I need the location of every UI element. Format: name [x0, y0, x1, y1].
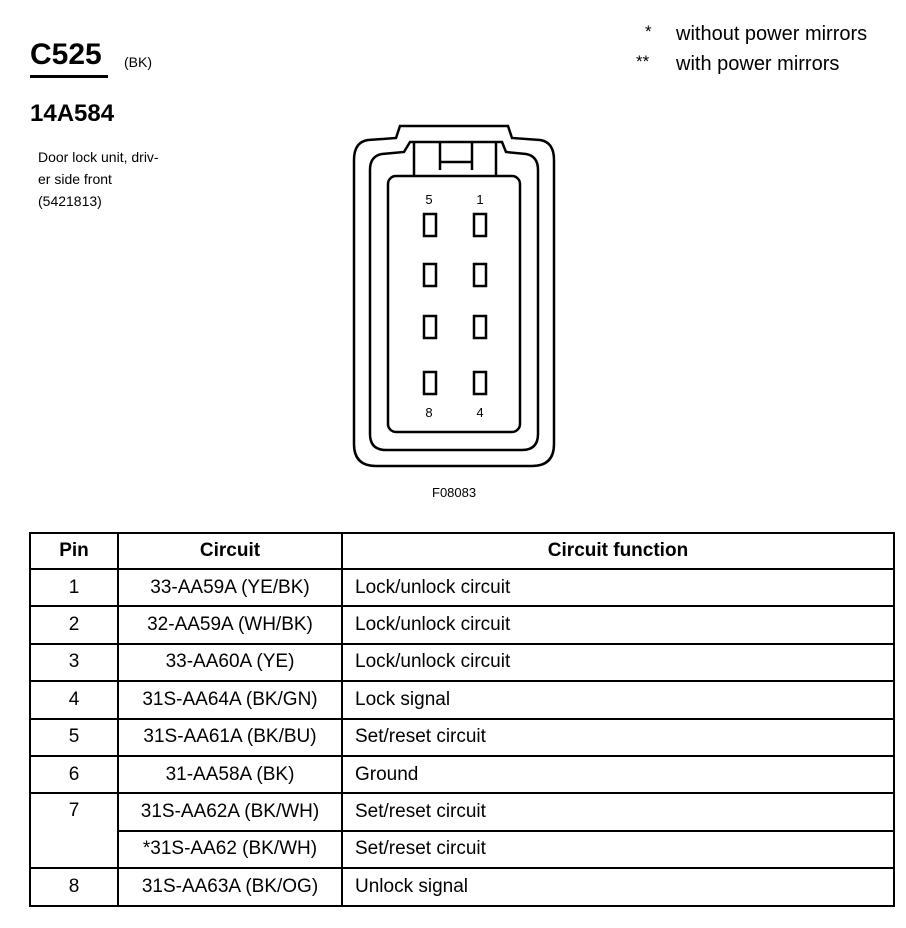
circuit-cell: *31S-AA62 (BK/WH): [118, 831, 342, 868]
pin-cell: 3: [30, 644, 118, 681]
function-cell: Lock/unlock circuit: [342, 606, 894, 643]
table-header-row: [30, 533, 894, 569]
pin-cell: 7: [30, 793, 118, 868]
legend-marker-double: **: [636, 52, 650, 71]
pin-cell: 5: [30, 719, 118, 756]
function-cell: Set/reset circuit: [342, 719, 894, 756]
pin-cavity-4: [474, 372, 486, 394]
pin-cell: 4: [30, 681, 118, 718]
legend-marker-single: *: [645, 22, 652, 41]
circuit-cell: 31S-AA64A (BK/GN): [118, 681, 342, 718]
table-row: [30, 756, 894, 793]
connector-inner-outline: [370, 142, 538, 450]
connector-code: C525: [30, 38, 102, 71]
description-line-3: (5421813): [38, 193, 102, 209]
function-cell: Lock/unlock circuit: [342, 644, 894, 681]
pin-label-bottom-right: 4: [476, 405, 484, 420]
connector-locking-tab: [414, 142, 496, 176]
table-row: [30, 569, 894, 606]
legend-text-without-mirrors: without power mirrors: [676, 23, 868, 45]
description-line-2: er side front: [38, 171, 112, 187]
function-cell: Set/reset circuit: [342, 831, 894, 868]
pin-cavity-6: [424, 264, 436, 286]
circuit-cell: 31S-AA63A (BK/OG): [118, 868, 342, 905]
pinout-table: [29, 532, 895, 907]
pin-cavity-1: [474, 214, 486, 236]
function-cell: Lock signal: [342, 681, 894, 718]
pin-cavity-8: [424, 372, 436, 394]
circuit-cell: 33-AA60A (YE): [118, 644, 342, 681]
table-row: [30, 793, 894, 830]
pin-cell: 6: [30, 756, 118, 793]
connector-pin-area: [388, 176, 520, 432]
pin-label-top-right: 1: [476, 192, 484, 207]
pin-label-top-left: 5: [425, 192, 433, 207]
table-row: [30, 719, 894, 756]
table-row: [30, 681, 894, 718]
pin-cavity-3: [474, 316, 486, 338]
pin-cavity-5: [424, 214, 436, 236]
pin-label-bottom-left: 8: [425, 405, 433, 420]
circuit-cell: 31-AA58A (BK): [118, 756, 342, 793]
function-cell: Lock/unlock circuit: [342, 569, 894, 606]
function-cell: Set/reset circuit: [342, 793, 894, 830]
circuit-cell: 31S-AA61A (BK/BU): [118, 719, 342, 756]
header-circuit: Circuit: [118, 533, 342, 569]
function-cell: Unlock signal: [342, 868, 894, 905]
pin-cell: 1: [30, 569, 118, 606]
figure-id: F08083: [432, 485, 477, 500]
table-row: [30, 606, 894, 643]
table-row: [30, 644, 894, 681]
pin-cell: 8: [30, 868, 118, 905]
header-circuit-function: Circuit function: [342, 533, 894, 569]
description-line-1: Door lock unit, driv-: [38, 149, 159, 165]
pin-cavity-7: [424, 316, 436, 338]
circuit-cell: 33-AA59A (YE/BK): [118, 569, 342, 606]
table-row: [30, 868, 894, 905]
function-cell: Ground: [342, 756, 894, 793]
connector-color: (BK): [124, 54, 152, 70]
part-number: 14A584: [30, 100, 115, 127]
circuit-cell: 32-AA59A (WH/BK): [118, 606, 342, 643]
table-row: [30, 831, 894, 868]
circuit-cell: 31S-AA62A (BK/WH): [118, 793, 342, 830]
pin-cell: 2: [30, 606, 118, 643]
pin-cavity-2: [474, 264, 486, 286]
header-pin: Pin: [30, 533, 118, 569]
legend-text-with-mirrors: with power mirrors: [676, 53, 840, 75]
